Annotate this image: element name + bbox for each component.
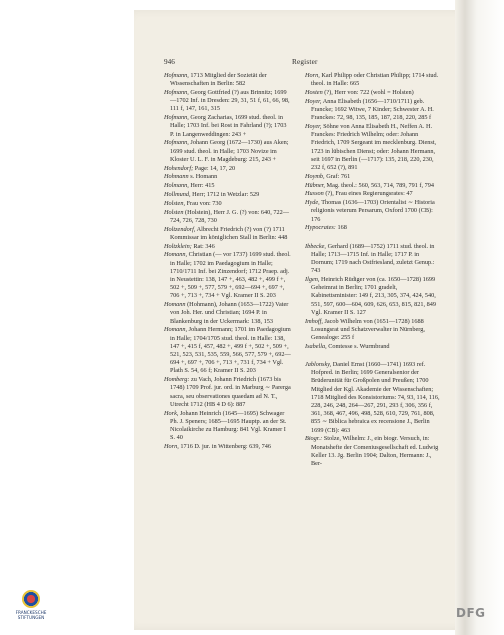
register-entry [305,173,441,181]
entry-text: (?), Frau eines Regierungsrates: 47 [325,190,413,198]
franckesche-stiftungen-logo [8,590,54,630]
entry-text: Page: 14, 17, 20 [194,164,236,172]
register-entry [305,224,441,232]
register-entry [305,123,441,172]
entry-text: Frau von: 730 [186,199,222,207]
entry-name: Isabella, [305,342,327,350]
entry-name: Hoyer, [305,97,322,105]
entry-text: Gerhard (1689—1752) 1711 stud. theol. in Halle; 1713—1715 Inf. in Halle; 1717 P. in Dornum; 1719 nach Ostfriesland, zuletzt Genup.: 743 [311,242,435,275]
register-entry [305,318,441,343]
entry-name: Horn, [305,72,320,79]
register-entry [164,200,292,208]
entry-name: Hofmann, [164,89,189,96]
entry-name: Hofmann, [164,114,189,122]
entry-name: Hübner, [305,181,325,189]
register-entry [164,139,292,164]
entry-name: Hollmund, [164,191,191,198]
register-entry [305,343,441,351]
register-entry [164,243,292,251]
entry-text: Herr; 1712 in Wetzlar: 529 [192,191,260,198]
entry-text: Thomas (1636—1703) Orientalist ∼ Historia religionis veterum Persarum, Oxford 1700 (CB): 176 [311,199,435,223]
entry-name: Hofmann, [164,139,189,147]
register-entry [305,190,441,198]
entry-text: 168 [337,224,347,232]
entry-name: Homann, [164,326,188,334]
entry-text: 1713 Mitglied der Sozietät der Wissenschaften in Berlin: 582 [170,72,267,88]
entry-text: Johann Heinrich (1645—1695) Schwager Ph. J. Speners; 1685—1695 Hauptp. an der St. Nicolaikirche zu Hamburg: 841 Vgl. Kramer I S. 40 [170,409,287,442]
register-entry [305,89,441,97]
entry-name: Hohmann [164,173,189,181]
register-entry [164,182,292,190]
entry-name: Ibbecke, [305,242,326,250]
entry-name: Husson [305,190,324,198]
entry-name: Hoymb, [305,172,325,180]
entry-name: Hoyer, [305,123,322,130]
entry-name: Imhoff, [305,317,323,325]
register-entry [305,199,441,224]
entry-text: Johann Georg (1672—1730) aus Aken; 1699 stud. theol. in Halle; 1703 Novize im Kloster U. L. F. in Magdeburg: 215, 243 + [170,139,289,163]
register-column-right [305,72,441,469]
book-edge-shadow [455,0,504,635]
register-entry [305,361,441,435]
entry-name: Hyde, [305,199,320,207]
register-entry [164,376,292,409]
entry-name: Hypocrates: [305,224,336,232]
entry-text: Karl Philipp oder Christian Philipp; 1714 stud. theol. in Halle: 665 [311,72,439,88]
entry-text: Herr: 415 [190,182,215,190]
entry-name: Holtzklein; [164,242,192,250]
register-entry [164,326,292,375]
register-entry [164,89,292,114]
entry-name: Holtzendorf, [164,225,196,233]
register-entry [305,72,441,88]
entry-text: (Holstein), Herr J. G. (?) von: 640, 722—724, 726, 728, 730 [170,208,289,224]
running-head: Register [292,58,318,66]
register-column-left [164,72,292,452]
entry-text: 1716 D. jur. in Wittenberg: 639, 746 [180,443,271,451]
entry-text: Söhne von Anna Elisabeth H., Neffen A. H. Franckes: Friedrich Wilhelm; oder: Johann Friedrich, 1709 Sergeant im mecklenburg. Dienst, 1723 in lübischen Dienst; oder: Johann Hermann, seit 1697 in Berlin (—1717): 135, 218, 220, 230, 232 f, 652 (?), 891 [311,123,437,172]
register-entry [164,209,292,225]
register-entry [164,114,292,139]
entry-name: Jablonsky, [305,361,332,369]
entry-name: Holmann, [164,182,189,190]
entry-name: Horn, [164,443,179,451]
register-entry [305,182,441,190]
register-entry [164,191,292,199]
entry-name: Hosten [305,89,323,96]
entry-text: Rat: 346 [193,242,215,250]
entry-name: Homberg: [164,376,190,384]
page-number: 946 [164,58,175,66]
register-entry [164,410,292,443]
entry-name: Hofmann, [164,72,189,79]
entry-text: Anna Elisabeth (1656—1710/1711) geb. Francke; 1692 Witwe, 7 Kinder; Schwester A. H. Franckes: 72, 98, 135, 185, 187, 218, 220, 285 f [311,97,434,122]
entry-text: Graf: 761 [326,172,351,180]
register-entry [164,301,292,326]
entry-text: Christian (— vor 1737) 1699 stud. theol. in Halle; 1702 im Paedagogium in Halle; 1710/1711 Inf. bei Zinzendorf; 1712 Praep. adj. in Neustettin: 138, 147 +, 463, 482 +, 499 f +, 502 +, 509 +, 577, 579 +, 692—694 +, 697 +, 706 +, 713 +, 734 + Vgl. Kramer II S. 203 [170,251,291,300]
register-entry [305,243,441,276]
entry-text: (?), Herr von: 722 (wohl = Holsten) [324,89,414,96]
entry-name: Biogr.: [305,435,323,443]
entry-name: Holsten, [164,199,186,207]
franckesche-stiftungen-logo-text: FRANCKESCHE STIFTUNGEN [15,610,47,620]
entry-name: Ilgen, [305,276,320,284]
register-entry [164,251,292,300]
entry-text: Daniel Ernst (1660—1741) 1693 ref. Hofpred. in Berlin; 1699 Generalsenior der Brüderunität für Großpolen und Preußen; 1700 Mitglied der Kgl. Akademie der Wissenschaften; 1718 Mitglied des Konsistoriums: 74, 93, 114, 116, 228, 246, 248, 264—267, 291, 293 f, 306, 356 f, 361, 368, 467, 496, 498, 528, 610, 729, 761, 808, 855 ∼ Biblica hebraica ex recensione J., Berlin 1699 (CB): 463 [311,361,440,434]
entry-text: Jacob Wilhelm von (1651—1728) 1688 Losungsrat und Schatzverwalter in Nürnberg, Genealoge: 255 f [311,317,425,342]
entry-name: Hork, [164,409,179,417]
entry-text: Heinrich Rüdiger von (ca. 1650—1728) 1699 Geheimrat in Berlin; 1701 gradelt, Kabinettsminister: 149 f, 213, 305, 374, 424, 540, 551, 597, 600—604, 609, 626, 653, 815, 821, 849 Vgl. Kramer II S. 127 [311,276,436,316]
entry-text: Albrecht Friedrich (?) von (?) 1711 Kommissar im königlichen Stall in Berlin: 448 [170,225,288,241]
register-entry [164,173,292,181]
emblem-icon [22,590,40,608]
entry-text: Johann Hermann; 1701 im Paedagogium in Halle; 1704/1705 stud. theol. in Halle: 138, 147 +, 415 f, 457, 482 +, 499 f +, 502 +, 509 +, 521, 523, 531, 535, 559, 566, 577, 579 +, 692—694 +, 697 +, 706 +, 713 +, 731 f, 734 + Vgl. Plath S. 54, 66 f; Kramer II S. 203 [170,326,291,375]
register-entry [164,226,292,242]
register-entry [305,435,441,468]
entry-text: s. Homann [190,173,218,181]
entry-name: Homann, [164,251,188,259]
page-header [164,58,422,70]
entry-text: (Hohmann), Johann (1653—1722) Vater von Joh. Her. und Christian; 1694 P. in Blankenburg in der Uckermark: 138, 153 [170,301,289,325]
entry-name: Hohendorf; [164,164,194,172]
entry-text: Mag. theol.: 560, 563, 714, 789, 791 f, 794 [326,181,434,189]
register-entry [164,72,292,88]
entry-name: Holsten [164,208,184,216]
register-entry [164,443,292,451]
register-entry [164,165,292,173]
entry-text: Comtesse s. Wurmbrand [328,342,390,350]
entry-text: zu Vach, Johann Friedrich (1673 bis 1748) 1709 Prof. jur. ord. in Marburg ∼ Parerga sacra, seu observationes quaedam ad N. T., Utrecht 1712 (HB 4 D 6): 887 [170,376,291,408]
entry-text: Georg Zacharias, 1699 stud. theol. in Halle; 1703 Inf. bei Rost in Fahrland (?); 1703 P. in Langenweddingen: 243 + [170,114,287,138]
entry-name: Homann [164,301,186,309]
register-entry [305,276,441,317]
entry-text: Stolze, Wilhelm: J., ein biogr. Versuch, in: Monatshefte der Comeniusgesellschaft ed. Ludwig Keller 13. Jg. Berlin 1904; Dalton, Hermann: J., Ber- [311,435,439,468]
register-entry [305,98,441,123]
entry-text: Georg Gottfried (?) aus Brinnitz; 1699—1702 Inf. in Dresden: 29, 31, 51 f, 61, 66, 98, 111 f, 147, 161, 315 [170,89,290,113]
dfg-logo: DFG [456,606,486,620]
